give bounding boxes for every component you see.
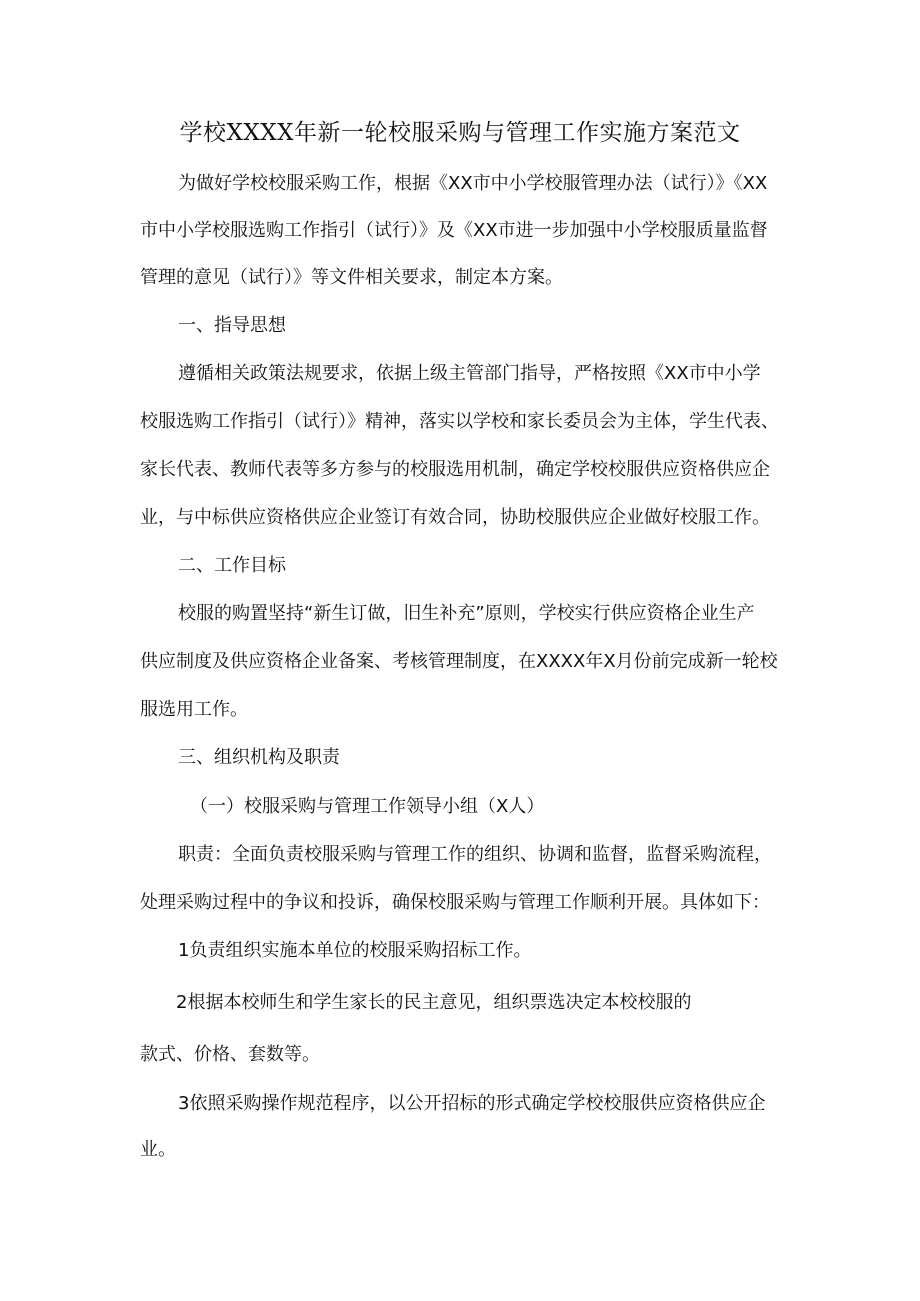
list-item-1: 1负责组织实施本单位的校服采购招标工作。 (178, 940, 532, 961)
intro-line-2: 市中小学校服选购工作指引（试行）》及《XX市进一步加强中小学校服质量监督 (140, 220, 768, 241)
subsection-heading-leadership-group: （一）校服采购与管理工作领导小组（X人） (190, 796, 545, 817)
section2-line-2: 供应制度及供应资格企业备案、考核管理制度，在XXXX年X月份前完成新一轮校 (140, 651, 778, 672)
section2-line-1: 校服的购置坚持“新生订做，旧生补充”原则，学校实行供应资格企业生产 (178, 603, 755, 624)
section-heading-organization: 三、组织机构及职责 (178, 747, 340, 768)
section-heading-work-goals: 二、工作目标 (178, 555, 286, 576)
section1-line-3: 家长代表、教师代表等多方参与的校服选用机制，确定学校校服供应资格供应企 (140, 459, 770, 480)
duty-line-1: 职责：全面负责校服采购与管理工作的组织、协调和监督，监督采购流程， (178, 844, 772, 865)
intro-line-3: 管理的意见（试行）》等文件相关要求，制定本方案。 (140, 267, 563, 288)
list-item-3-continued: 业。 (140, 1139, 176, 1160)
section1-line-1: 遵循相关政策法规要求，依据上级主管部门指导，严格按照《XX市中小学 (178, 363, 761, 384)
section-heading-guiding-ideology: 一、指导思想 (178, 315, 286, 336)
intro-line-1: 为做好学校校服采购工作，根据《XX市中小学校服管理办法（试行）》《XX (178, 173, 768, 194)
section1-line-4: 业，与中标供应资格供应企业签订有效合同，协助校服供应企业做好校服工作。 (140, 507, 770, 528)
list-item-3: 3依照采购操作规范程序，以公开招标的形式确定学校校服供应资格供应企 (178, 1093, 766, 1114)
duty-line-2: 处理采购过程中的争议和投诉，确保校服采购与管理工作顺利开展。具体如下： (140, 892, 770, 913)
section2-line-3: 服选用工作。 (140, 699, 248, 720)
list-item-2: 2根据本校师生和学生家长的民主意见，组织票选决定本校校服的 (176, 992, 692, 1013)
list-item-2-continued: 款式、价格、套数等。 (140, 1044, 320, 1065)
section1-line-2: 校服选购工作指引（试行）》精神，落实以学校和家长委员会为主体，学生代表、 (140, 411, 779, 432)
document-title: 学校XXXX年新一轮校服采购与管理工作实施方案范文 (179, 120, 741, 146)
